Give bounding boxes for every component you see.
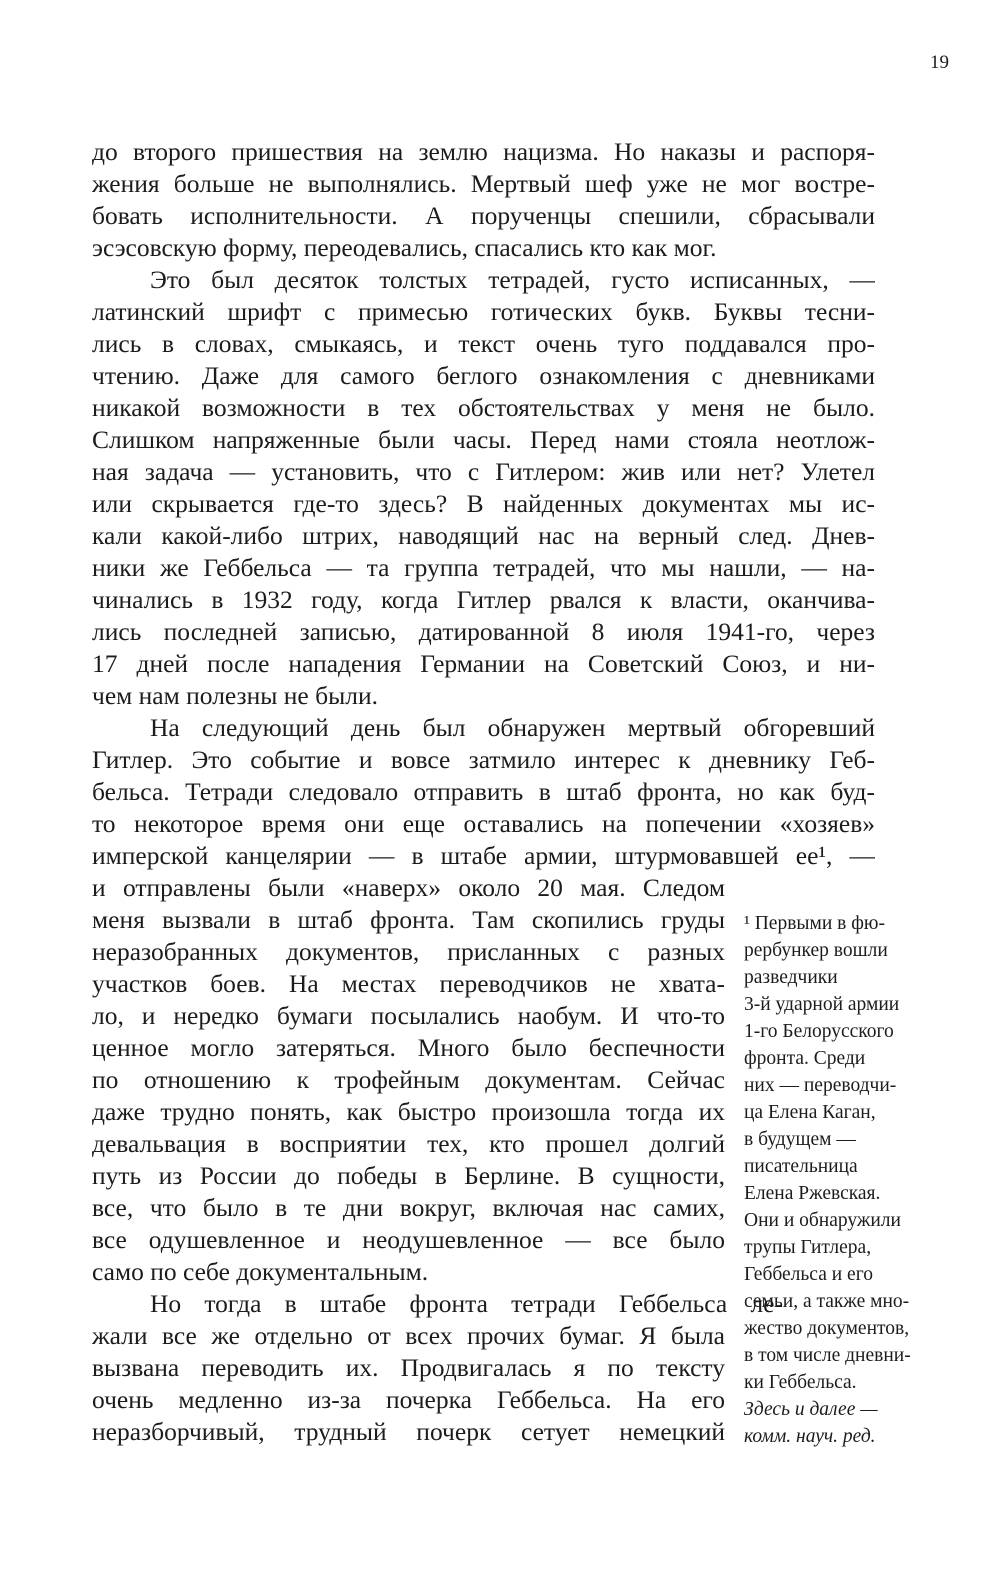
text-line: Слишком напряженные были часы. Перед нами стояла неотлож- [92,425,875,454]
footnote-line: в том числе дневни- [744,1345,911,1366]
text-line: лись последней записью, датированной 8 июля 1941-го, через [92,617,875,646]
footnote [744,910,954,1450]
text-line: девальвация в восприятии тех, кто прошел долгий [92,1129,725,1158]
footnote-line: комм. науч. ред. [744,1426,876,1447]
footnote-line: трупы Гитлера, [744,1237,872,1258]
text-line: до второго пришествия на землю нацизма. Но наказы и распоря- [92,137,875,166]
footnote-line: ца Елена Каган, [744,1102,876,1123]
text-line: чем нам полезны не были. [92,681,378,710]
text-line: неразобранных документов, присланных с разных [92,937,725,966]
footnote-line: Елена Ржевская. [744,1183,881,1204]
text-line: бовать исполнительности. А порученцы спешили, сбрасывали [92,201,875,230]
text-line: ценное могло затеряться. Много было беспечности [92,1033,725,1062]
text-line: даже трудно понять, как быстро произошла тогда их [92,1097,725,1126]
footnote-line: 1-го Белорусского [744,1021,894,1042]
footnote-line: Геббельса и его [744,1264,873,1285]
footnote-line: ¹ Первыми в фю- [744,913,885,934]
text-line: жения больше не выполнялись. Мертвый шеф уже не мог востре- [92,169,875,198]
text-line: путь из России до победы в Берлине. В сущности, [92,1161,725,1190]
footnote-line: Они и обнаружили [744,1210,901,1231]
text-line: 17 дней после нападения Германии на Советский Союз, и ни- [92,649,875,678]
footnote-line: 3-й ударной армии [744,994,900,1015]
text-line: латинский шрифт с примесью готических букв. Буквы тесни- [92,297,875,326]
page-number: 19 [930,52,949,73]
footnote-line: писательница [744,1156,858,1177]
text-line: само по себе документальным. [92,1257,429,1286]
text-line: неразборчивый, трудный почерк сетует немецкий [92,1417,725,1446]
text-line: очень медленно из-за почерка Геббельса. На его [92,1385,725,1414]
text-line: кали какой-либо штрих, наводящий нас на верный след. Днев- [92,521,875,550]
text-line: имперской канцелярии — в штабе армии, штурмовавшей ее¹, — [92,841,875,870]
footnote-line: рербункер вошли [744,940,888,961]
text-line: чинались в 1932 году, когда Гитлер рвался к власти, оканчива- [92,585,875,614]
text-line: то некоторое время они еще оставались на попечении «хозяев» [92,809,875,838]
text-line: Гитлер. Это событие и вовсе затмило интерес к дневнику Геб- [92,745,875,774]
text-line: вызвана переводить их. Продвигалась я по тексту [92,1353,725,1382]
footnote-line: Здесь и далее — [744,1399,878,1420]
text-line: все одушевленное и неодушевленное — все было [92,1225,725,1254]
text-line: меня вызвали в штаб фронта. Там скопились груды [92,905,725,934]
text-line: никакой возможности в тех обстоятельствах у меня не было. [92,393,875,422]
text-line: ло, и нередко бумаги посылались наобум. И что-то [92,1001,725,1030]
footnote-line: фронта. Среди [744,1048,866,1069]
text-line: и отправлены были «наверх» около 20 мая. Следом [92,873,725,902]
text-line: все, что было в те дни вокруг, включая нас самих, [92,1193,725,1222]
text-line: лись в словах, смыкаясь, и текст очень туго поддавался про- [92,329,875,358]
text-line: эсэсовскую форму, переодевались, спасались кто как мог. [92,233,717,262]
footnote-line: разведчики [744,967,838,988]
text-line: ная задача — установить, что с Гитлером: жив или нет? Улетел [92,457,875,486]
paragraph-first-line: На следующий день был обнаружен мертвый обгоревший [150,713,875,742]
footnote-line: семьи, а также мно- [744,1291,910,1312]
text-line: чтению. Даже для самого беглого ознакомления с дневниками [92,361,875,390]
text-line: жали все же отдельно от всех прочих бумаг. Я была [92,1321,725,1350]
paragraph-first-line: Но тогда в штабе фронта тетради Геббельса ле- [150,1289,783,1318]
text-line: бельса. Тетради следовало отправить в штаб фронта, но как буд- [92,777,875,806]
footnote-line: ки Геббельса. [744,1372,857,1393]
footnote-line: них — переводчи- [744,1075,897,1096]
text-line: или скрывается где-то здесь? В найденных документах мы ис- [92,489,875,518]
text-line: участков боев. На местах переводчиков не хвата- [92,969,725,998]
text-line: по отношению к трофейным документам. Сейчас [92,1065,725,1094]
footnote-line: в будущем — [744,1129,856,1150]
text-line: ники же Геббельса — та группа тетрадей, что мы нашли, — на- [92,553,875,582]
paragraph-first-line: Это был десяток толстых тетрадей, густо исписанных, — [150,265,875,294]
footnote-line: жество документов, [744,1318,910,1339]
